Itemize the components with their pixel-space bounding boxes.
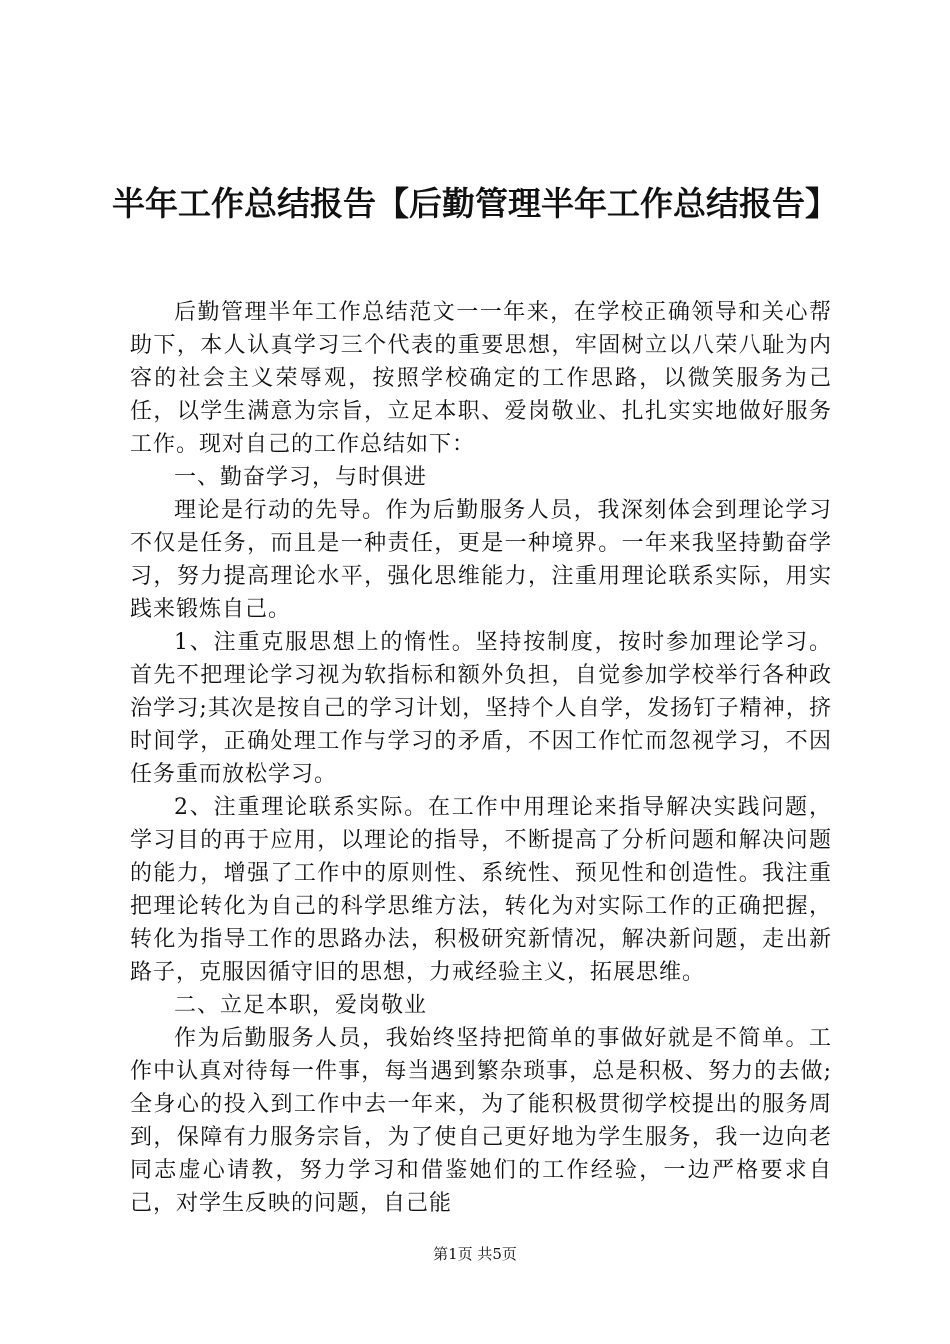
paragraph: 后勤管理半年工作总结范文一一年来，在学校正确领导和关心帮助下，本人认真学习三个代表的重要思想，牢固树立以八荣八耻为内容的社会主义荣辱观，按照学校确定的工作思路，以微笑服务为己任，以学生满意为宗旨，立足本职、爱岗敬业、扎扎实实地做好服务工作。现对自己的工作总结如下： bbox=[130, 300, 832, 457]
section-heading: 二、立足本职，爱岗敬业 bbox=[174, 993, 428, 1018]
paragraph: 理论是行动的先导。作为后勤服务人员，我深刻体会到理论学习不仅是任务，而且是一种责任，更是一种境界。一年来我坚持勤奋学习，努力提高理论水平，强化思维能力，注重用理论联系实际，用实践来锻炼自己。 bbox=[130, 498, 832, 622]
section-heading: 一、勤奋学习，与时俱进 bbox=[174, 465, 428, 490]
paragraph: 1、注重克服思想上的惰性。坚持按制度，按时参加理论学习。首先不把理论学习视为软指标和额外负担，自觉参加学校举行各种政治学习;其次是按自己的学习计划，坚持个人自学，发扬钉子精神，挤时间学，正确处理工作与学习的矛盾，不因工作忙而忽视学习，不因任务重而放松学习。 bbox=[130, 630, 832, 787]
paragraph: 作为后勤服务人员，我始终坚持把简单的事做好就是不简单。工作中认真对待每一件事，每当遇到繁杂琐事，总是积极、努力的去做;全身心的投入到工作中去一年来，为了能积极贯彻学校提出的服务周到，保障有力服务宗旨，为了使自己更好地为学生服务，我一边向老同志虚心请教，努力学习和借鉴她们的工作经验，一边严格要求自己，对学生反映的问题，自己能 bbox=[130, 1026, 832, 1216]
document-title: 半年工作总结报告【后勤管理半年工作总结报告】 bbox=[112, 184, 838, 223]
page-footer: 第1页 共5页 bbox=[433, 1245, 517, 1263]
paragraph: 2、注重理论联系实际。在工作中用理论来指导解决实践问题，学习目的再于应用，以理论的指导，不断提高了分析问题和解决问题的能力，增强了工作中的原则性、系统性、预见性和创造性。我注重把理论转化为自己的科学思维方法，转化为对实际工作的正确把握，转化为指导工作的思路办法，积极研究新情况，解决新问题，走出新路子，克服因循守旧的思想，力戒经验主义，拓展思维。 bbox=[130, 795, 832, 985]
document-body bbox=[130, 296, 832, 1220]
